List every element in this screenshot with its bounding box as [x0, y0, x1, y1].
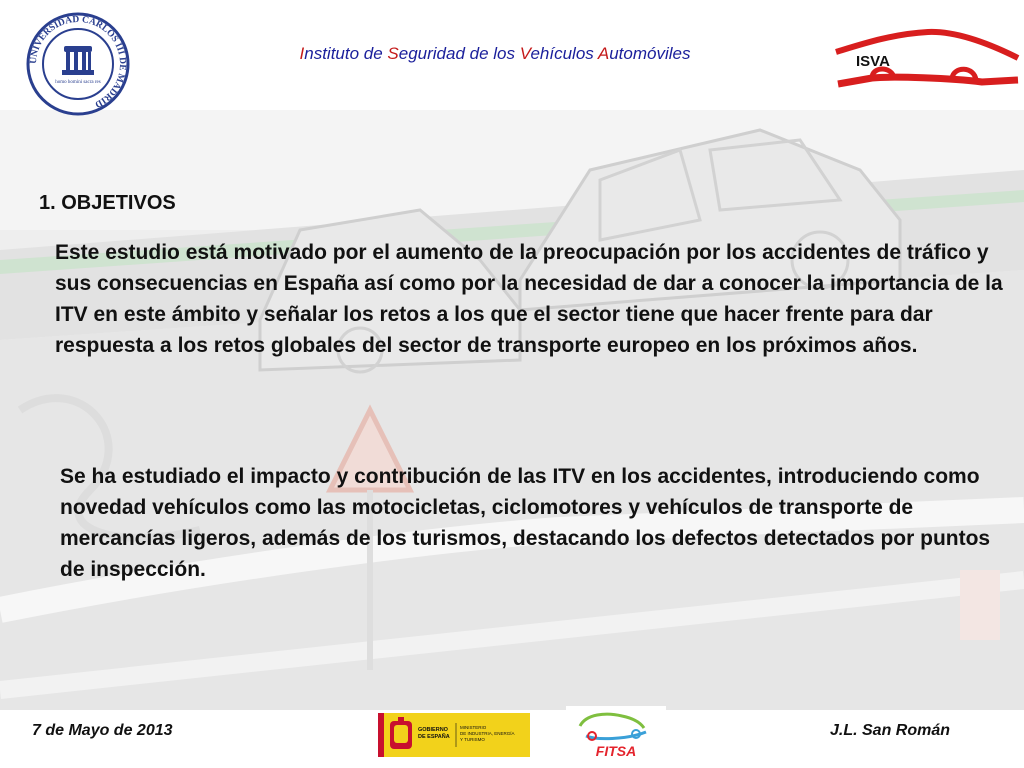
- gobierno-line2: DE ESPAÑA: [418, 734, 450, 740]
- ministry-line2: DE INDUSTRIA, ENERGÍA: [460, 731, 515, 736]
- isva-logo-text: ISVA: [856, 53, 890, 70]
- isva-logo: [832, 26, 1022, 90]
- uc3m-logo: [26, 12, 130, 116]
- title-cap-3: V: [519, 44, 531, 63]
- fitsa-logo-text: FITSA: [595, 743, 637, 759]
- footer-date: 7 de Mayo de 2013: [32, 722, 173, 739]
- objective-paragraph-2: Se ha estudiado el impacto y contribución de las ITV en los accidentes, introduciendo como novedad vehículos como las motocicletas, ciclomotores y vehículos de transporte de mercancías ligeros, además de los turismos, destacando los defectos detectados por puntos de inspección.: [60, 465, 991, 581]
- title-rest-4: utomóviles: [609, 44, 691, 63]
- footer-author: J.L. San Román: [830, 722, 951, 739]
- coat-of-arms-icon: [390, 717, 412, 749]
- fitsa-logo: [566, 706, 666, 762]
- institute-title: [200, 44, 790, 64]
- title-cap-4: A: [597, 44, 610, 63]
- title-rest-2: eguridad de los: [398, 44, 520, 63]
- ministry-line3: Y TURISMO: [460, 737, 485, 742]
- uc3m-motto: homo homini sacra res: [55, 80, 101, 85]
- section-title: 1. OBJETIVOS: [39, 192, 176, 214]
- gobierno-espana-logo: [378, 713, 530, 757]
- gobierno-line1: GOBIERNO: [418, 727, 448, 733]
- title-rest-1: nstituto de: [304, 44, 388, 63]
- title-rest-3: ehículos: [530, 44, 598, 63]
- title-cap-1: I: [299, 44, 305, 63]
- title-cap-2: S: [387, 44, 399, 63]
- ministry-line1: MINISTERIO: [460, 725, 487, 730]
- uc3m-ring-text: UNIVERSIDAD CARLOS III DE MADRID: [28, 14, 128, 110]
- objective-paragraph-1: Este estudio está motivado por el aumento de la preocupación por los accidentes de tráfico y sus consecuencias en España así como por la necesidad de dar a conocer la importancia de la ITV en este ámbito y señalar los retos a los que el sector tiene que hacer frente para dar respuesta a los retos globales del sector de transporte europeo en los próximos años.: [55, 241, 1003, 357]
